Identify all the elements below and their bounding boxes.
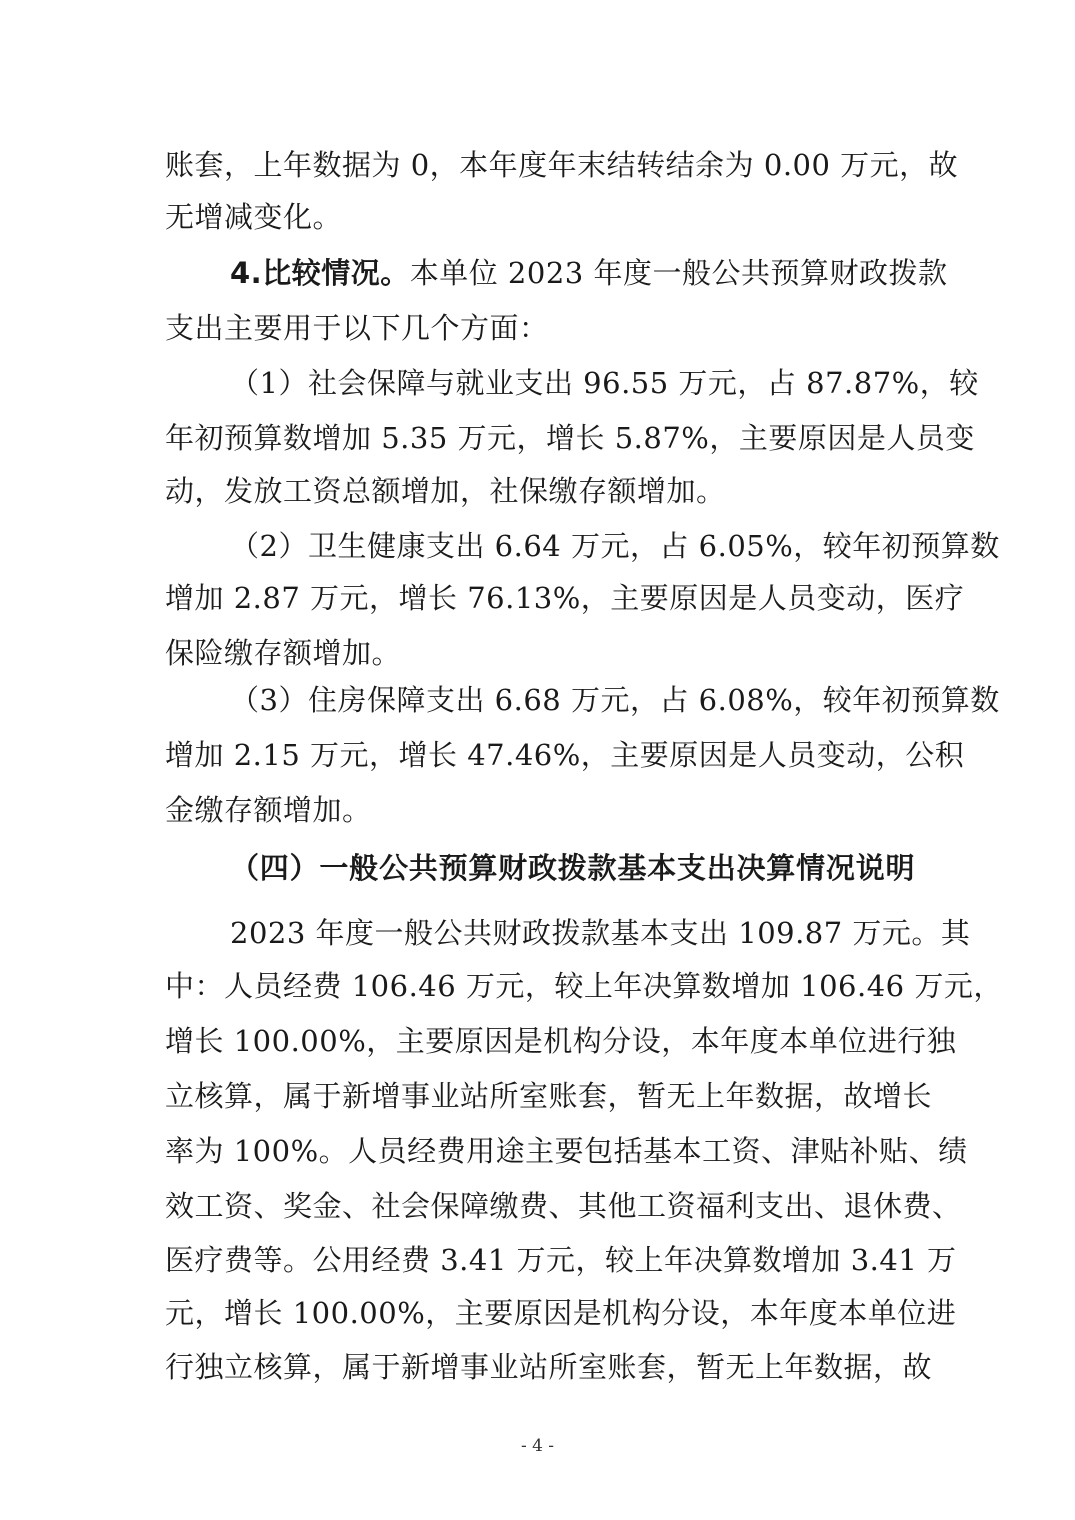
paragraph-line: 无增减变化。	[165, 200, 343, 234]
paragraph-line: 增加 2.15 万元，增长 47.46%，主要原因是人员变动，公积	[165, 738, 965, 772]
paragraph-line: 增加 2.87 万元，增长 76.13%，主要原因是人员变动，医疗	[165, 581, 965, 615]
paragraph-line: 率为 100%。人员经费用途主要包括基本工资、津贴补贴、绩	[165, 1134, 968, 1168]
paragraph-line: 元，增长 100.00%，主要原因是机构分设，本年度本单位进	[165, 1296, 957, 1330]
paragraph-line: 年初预算数增加 5.35 万元，增长 5.87%，主要原因是人员变	[165, 421, 975, 455]
paragraph-line: 动，发放工资总额增加，社保缴存额增加。	[165, 474, 726, 508]
paragraph-line: 医疗费等。公用经费 3.41 万元，较上年决算数增加 3.41 万	[165, 1243, 957, 1277]
paragraph-line: 账套，上年数据为 0，本年度年末结转结余为 0.00 万元，故	[165, 148, 959, 182]
paragraph-line: 支出主要用于以下几个方面：	[165, 311, 549, 345]
paragraph-text: 本单位 2023 年度一般公共预算财政拨款	[409, 256, 948, 290]
paragraph-line: 中：人员经费 106.46 万元，较上年决算数增加 106.46 万元，	[165, 969, 1003, 1003]
item-2-line: （2）卫生健康支出 6.64 万元，占 6.05%，较年初预算数	[230, 529, 1000, 563]
paragraph-line: 增长 100.00%，主要原因是机构分设，本年度本单位进行独	[165, 1024, 957, 1058]
section-heading: （四）一般公共预算财政拨款基本支出决算情况说明	[230, 851, 915, 885]
comparison-paragraph-first-line	[230, 245, 948, 301]
paragraph-line: 立核算，属于新增事业站所室账套，暂无上年数据，故增长	[165, 1079, 933, 1113]
paragraph-line: 保险缴存额增加。	[165, 636, 402, 670]
page-number: - 4 -	[520, 1436, 555, 1456]
paragraph-line: 金缴存额增加。	[165, 793, 372, 827]
paragraph-line: 行独立核算，属于新增事业站所室账套，暂无上年数据，故	[165, 1350, 933, 1384]
comparison-label: 4.比较情况。	[230, 256, 410, 290]
item-3-line: （3）住房保障支出 6.68 万元，占 6.08%，较年初预算数	[230, 683, 1000, 717]
paragraph-line: 效工资、奖金、社会保障缴费、其他工资福利支出、退休费、	[165, 1189, 962, 1223]
paragraph-line: 2023 年度一般公共财政拨款基本支出 109.87 万元。其	[230, 916, 971, 950]
item-1-line: （1）社会保障与就业支出 96.55 万元，占 87.87%，较	[230, 366, 979, 400]
